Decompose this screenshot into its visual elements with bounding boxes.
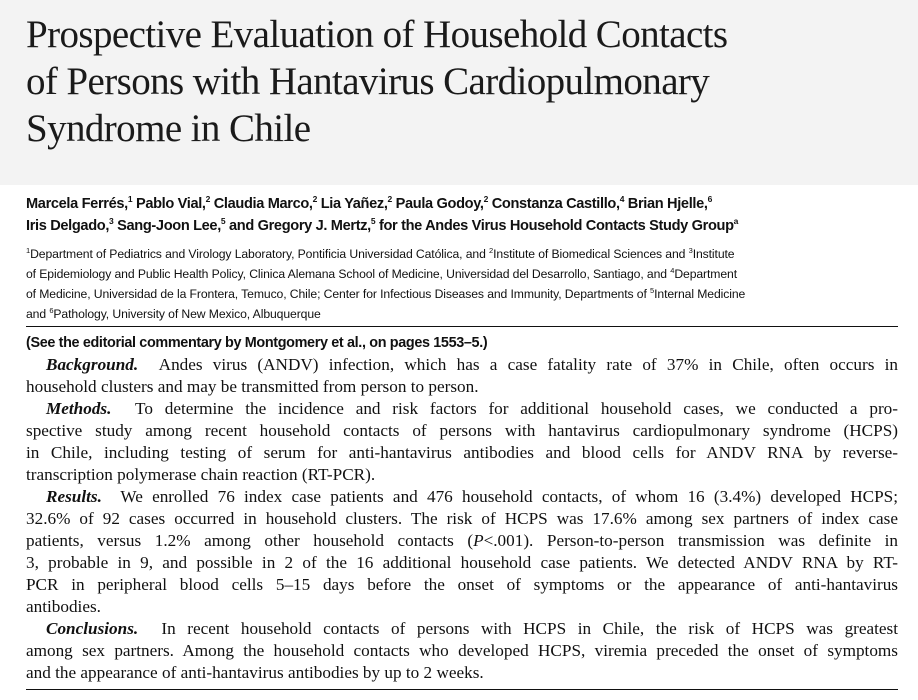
abstract-line: and the appearance of anti-hantavirus antibodies by up to 2 weeks.	[26, 663, 484, 682]
author-name: Lia Yañez,	[317, 196, 388, 212]
affiliation-number: 2	[489, 246, 494, 255]
section-heading-results: Results.	[46, 487, 102, 506]
article-title	[26, 11, 896, 152]
abstract-text: In recent household contacts of persons with HCPS in Chile, the risk of HCPS was greatest	[161, 619, 899, 638]
affiliation-number: 6	[49, 306, 54, 315]
author-name: Claudia Marco,	[210, 196, 313, 212]
abstract-line: antibodies.	[26, 597, 101, 616]
affiliation-text: Department of Pediatrics and Virology Laboratory, Pontificia Universidad Católica, and	[30, 247, 490, 261]
author-affiliation-mark: 2	[205, 194, 211, 204]
author-affiliation-mark: 5	[220, 216, 226, 226]
author-affiliation-mark: 2	[483, 194, 489, 204]
affiliation-text: Pathology, University of New Mexico, Albuquerque	[53, 307, 321, 321]
author-name: Paula Godoy,	[391, 196, 484, 212]
affiliation-line	[26, 284, 906, 304]
abstract-background	[26, 354, 898, 398]
author-list	[26, 193, 906, 237]
study-group-name: for the Andes Virus Household Contacts Study Group	[375, 218, 734, 234]
author-affiliation-mark: 5	[370, 216, 376, 226]
abstract-text: Andes virus (ANDV) infection, which has a case fatality rate of 37% in Chile, often occurs in	[158, 355, 899, 374]
author-name: Sang-Joon Lee,	[113, 218, 221, 234]
section-heading-conclusions: Conclusions.	[46, 619, 139, 638]
abstract-text: patients, versus 1.2% among other household contacts (	[26, 531, 474, 550]
divider-top	[26, 326, 898, 327]
affiliation-line	[26, 244, 906, 264]
affiliation-text: Internal Medicine	[654, 287, 746, 301]
abstract-text: We enrolled 76 index case patients and 476 household contacts, of whom 16 (3.4%) developed HCPS;	[120, 487, 898, 506]
section-heading-background: Background.	[46, 355, 139, 374]
title-line: Prospective Evaluation of Household Contacts	[26, 13, 728, 56]
abstract-text: <.001). Person-to-person transmission was definite in	[483, 531, 898, 550]
affiliation-line	[26, 264, 906, 284]
author-line	[26, 215, 906, 237]
affiliation-line	[26, 304, 906, 324]
title-block	[0, 0, 918, 185]
author-affiliation-mark: 2	[312, 194, 318, 204]
abstract-line: PCR in peripheral blood cells 5–15 days before the onset of symptoms or the appearance of anti-hantavirus	[26, 575, 898, 594]
affiliation-text: of Medicine, Universidad de la Frontera, Temuco, Chile; Center for Infectious Diseases and Immunity, Departments of	[26, 287, 651, 301]
affiliations	[26, 244, 906, 324]
affiliation-text: and	[26, 307, 50, 321]
author-affiliation-mark: 1	[127, 194, 133, 204]
abstract-line	[26, 398, 898, 420]
author-affiliation-mark: 6	[707, 194, 712, 204]
affiliation-text: of Epidemiology and Public Health Policy, Clinica Alemana School of Medicine, Universidad del Desarrollo, Santiago, and	[26, 267, 671, 281]
abstract-line: household clusters and may be transmitted from person to person.	[26, 377, 479, 396]
abstract-line: among sex partners. Among the household contacts who developed HCPS, viremia preceded the onset of symptoms	[26, 641, 898, 660]
affiliation-text: Department	[674, 267, 737, 281]
abstract-line: 32.6% of 92 cases occurred in household clusters. The risk of HCPS was 17.6% among sex partners of index case	[26, 509, 898, 528]
abstract-line	[26, 486, 898, 508]
abstract-line: spective study among recent household contacts of persons with hantavirus cardiopulmonary syndrome (HCPS)	[26, 421, 898, 440]
affiliation-text: Institute	[692, 247, 735, 261]
author-name: Constanza Castillo,	[488, 196, 620, 212]
author-affiliation-mark: 3	[109, 216, 114, 226]
abstract-text: To determine the incidence and risk factors for additional household cases, we conducted a pro-	[135, 399, 898, 418]
abstract-line: in Chile, including testing of serum for anti-hantavirus antibodies and blood cells for ANDV RNA by reverse-	[26, 443, 898, 462]
author-name: Pablo Vial,	[132, 196, 206, 212]
abstract-line	[26, 354, 898, 376]
author-affiliation-mark: 4	[619, 194, 625, 204]
author-name: Iris Delgado,	[26, 218, 110, 234]
affiliation-text: Institute of Biomedical Sciences and	[493, 247, 689, 261]
author-name: Marcela Ferrés,	[26, 196, 128, 212]
abstract-conclusions	[26, 618, 898, 684]
abstract-line: 3, probable in 9, and possible in 2 of the 16 additional household case patients. We detected ANDV RNA by RT-	[26, 553, 898, 572]
abstract-line	[26, 618, 898, 640]
p-value-symbol: P	[473, 531, 484, 550]
editorial-note: (See the editorial commentary by Montgomery et al., on pages 1553–5.)	[26, 335, 488, 351]
abstract-line: transcription polymerase chain reaction (RT-PCR).	[26, 465, 376, 484]
divider-bottom	[26, 689, 898, 690]
abstract-results	[26, 486, 898, 618]
affiliation-number: 1	[26, 246, 31, 255]
author-affiliation-mark: 2	[387, 194, 392, 204]
affiliation-number: 4	[670, 266, 675, 275]
affiliation-number: 5	[650, 286, 655, 295]
section-heading-methods: Methods.	[46, 399, 112, 418]
abstract	[26, 354, 898, 684]
title-line: Syndrome in Chile	[26, 107, 311, 150]
abstract-methods	[26, 398, 898, 486]
footnote-mark: a	[733, 216, 739, 226]
author-line	[26, 193, 906, 215]
title-line: of Persons with Hantavirus Cardiopulmonary	[26, 60, 710, 103]
abstract-line	[26, 530, 898, 552]
author-name: Brian Hjelle,	[624, 196, 708, 212]
author-name: and Gregory J. Mertz,	[225, 218, 371, 234]
affiliation-number: 3	[688, 246, 693, 255]
